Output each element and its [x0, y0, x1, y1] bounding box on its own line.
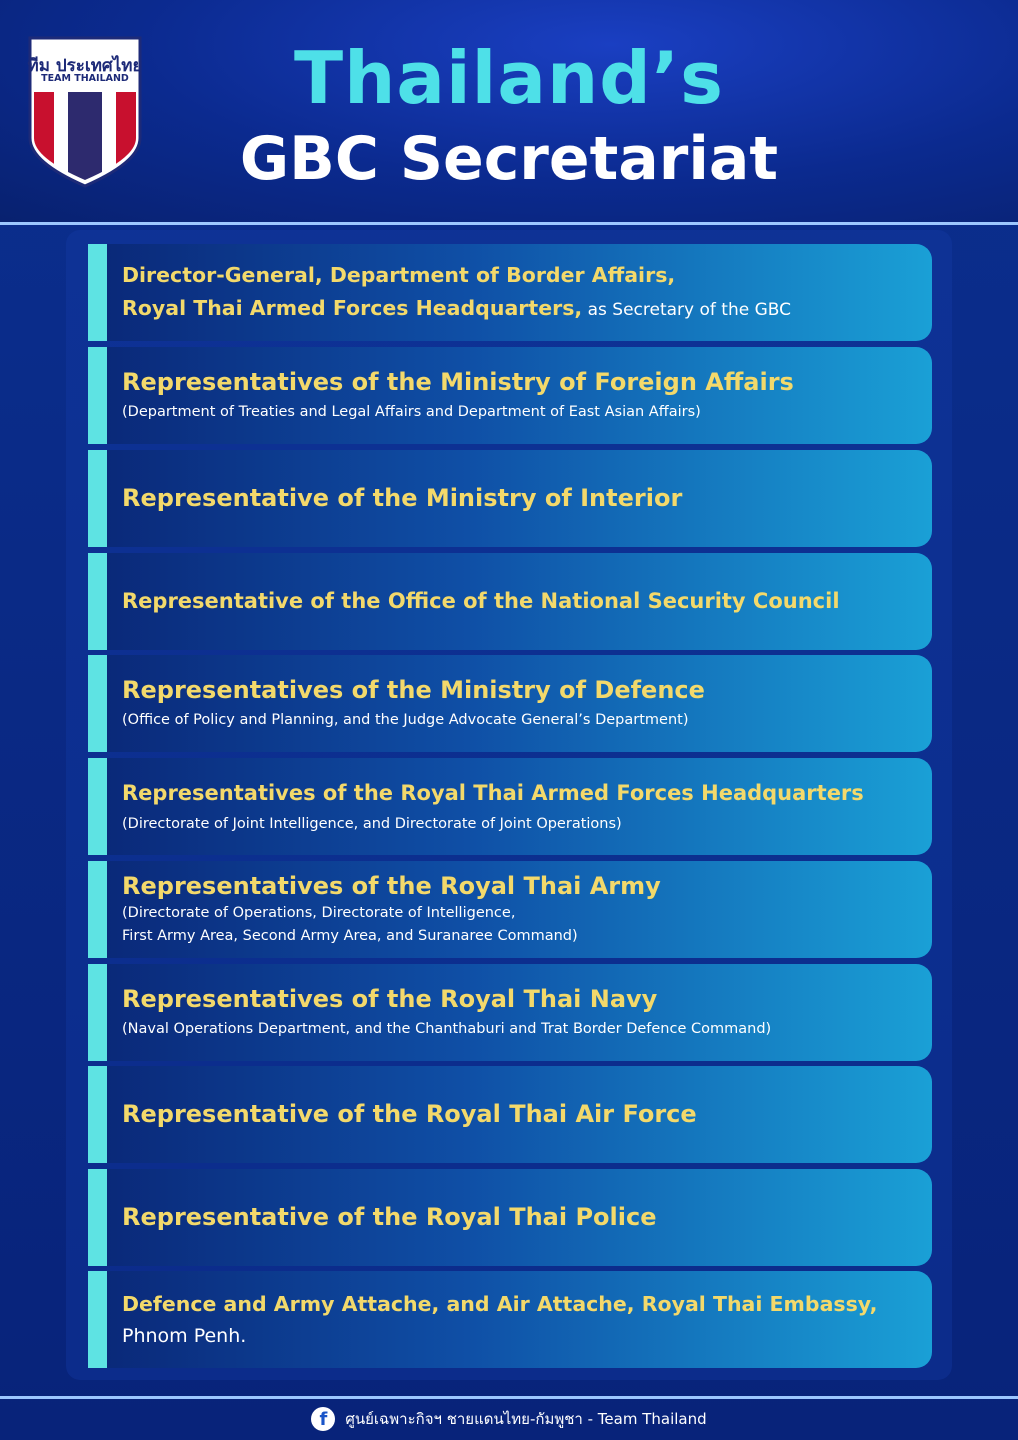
list-item: [88, 244, 932, 341]
item-heading: Representatives of the Royal Thai Armed Forces Headquarters: [122, 781, 864, 805]
list-item: [88, 347, 932, 444]
item-heading-suffix: as Secretary of the GBC: [582, 299, 791, 320]
page-title-line2: GBC Secretariat: [239, 124, 779, 194]
footer: [0, 1404, 1018, 1434]
item-heading: Representatives of the Royal Thai Navy: [122, 985, 658, 1013]
list-item: [88, 1271, 932, 1368]
card-accent-bar: [88, 964, 107, 1061]
item-heading: Representatives of the Ministry of Defence: [122, 676, 705, 704]
item-heading: Representative of the Royal Thai Air Force: [122, 1100, 697, 1128]
facebook-icon[interactable]: f: [311, 1407, 335, 1431]
card-accent-bar: [88, 347, 107, 444]
item-heading-line2: [122, 292, 924, 327]
card-accent-bar: [88, 450, 107, 547]
card-accent-bar: [88, 861, 107, 958]
list-item: [88, 655, 932, 752]
card-accent-bar: [88, 655, 107, 752]
item-heading: Director-General, Department of Border Affairs,: [122, 262, 676, 287]
list-item: [88, 861, 932, 958]
item-heading: Defence and Army Attache, and Air Attache, Royal Thai Embassy,: [122, 1291, 878, 1316]
item-heading: Representatives of the Royal Thai Army: [122, 872, 661, 900]
logo-text-thai: ทีม ประเทศไทย: [27, 56, 143, 76]
list-item: [88, 553, 932, 650]
footer-divider: [0, 1396, 1018, 1399]
item-heading: Representative of the Royal Thai Police: [122, 1203, 657, 1231]
item-subtext: (Directorate of Operations, Directorate of Intelligence,: [122, 905, 516, 921]
card-accent-bar: [88, 1066, 107, 1163]
page-title-line1: Thailand’s: [294, 36, 724, 120]
card-accent-bar: [88, 244, 107, 341]
footer-page-name[interactable]: ศูนย์เฉพาะกิจฯ ชายแดนไทย-กัมพูชา - Team Thailand: [345, 1410, 707, 1428]
logo-text-english: TEAM THAILAND: [41, 73, 129, 84]
card-accent-bar: [88, 1271, 107, 1368]
list-item: [88, 450, 932, 547]
list-item: [88, 964, 932, 1061]
item-subtext: (Office of Policy and Planning, and the Judge Advocate General’s Department): [122, 712, 689, 728]
item-subtext: (Naval Operations Department, and the Chanthaburi and Trat Border Defence Command): [122, 1021, 772, 1037]
item-subtext: (Directorate of Joint Intelligence, and Directorate of Joint Operations): [122, 816, 622, 832]
item-subtext-line2: First Army Area, Second Army Area, and Suranaree Command): [122, 928, 578, 944]
card-accent-bar: [88, 758, 107, 855]
list-item: [88, 1066, 932, 1163]
list-item: [88, 1169, 932, 1266]
card-accent-bar: [88, 1169, 107, 1266]
item-subtext: (Department of Treaties and Legal Affairs and Department of East Asian Affairs): [122, 404, 701, 420]
item-heading-line2: Phnom Penh.: [122, 1324, 247, 1347]
item-heading-part: Royal Thai Armed Forces Headquarters,: [122, 295, 583, 320]
list-item: [88, 758, 932, 855]
item-heading: Representatives of the Ministry of Foreign Affairs: [122, 368, 794, 396]
item-heading: Representative of the Ministry of Interior: [122, 484, 683, 512]
item-heading: Representative of the Office of the National Security Council: [122, 589, 840, 613]
card-accent-bar: [88, 553, 107, 650]
